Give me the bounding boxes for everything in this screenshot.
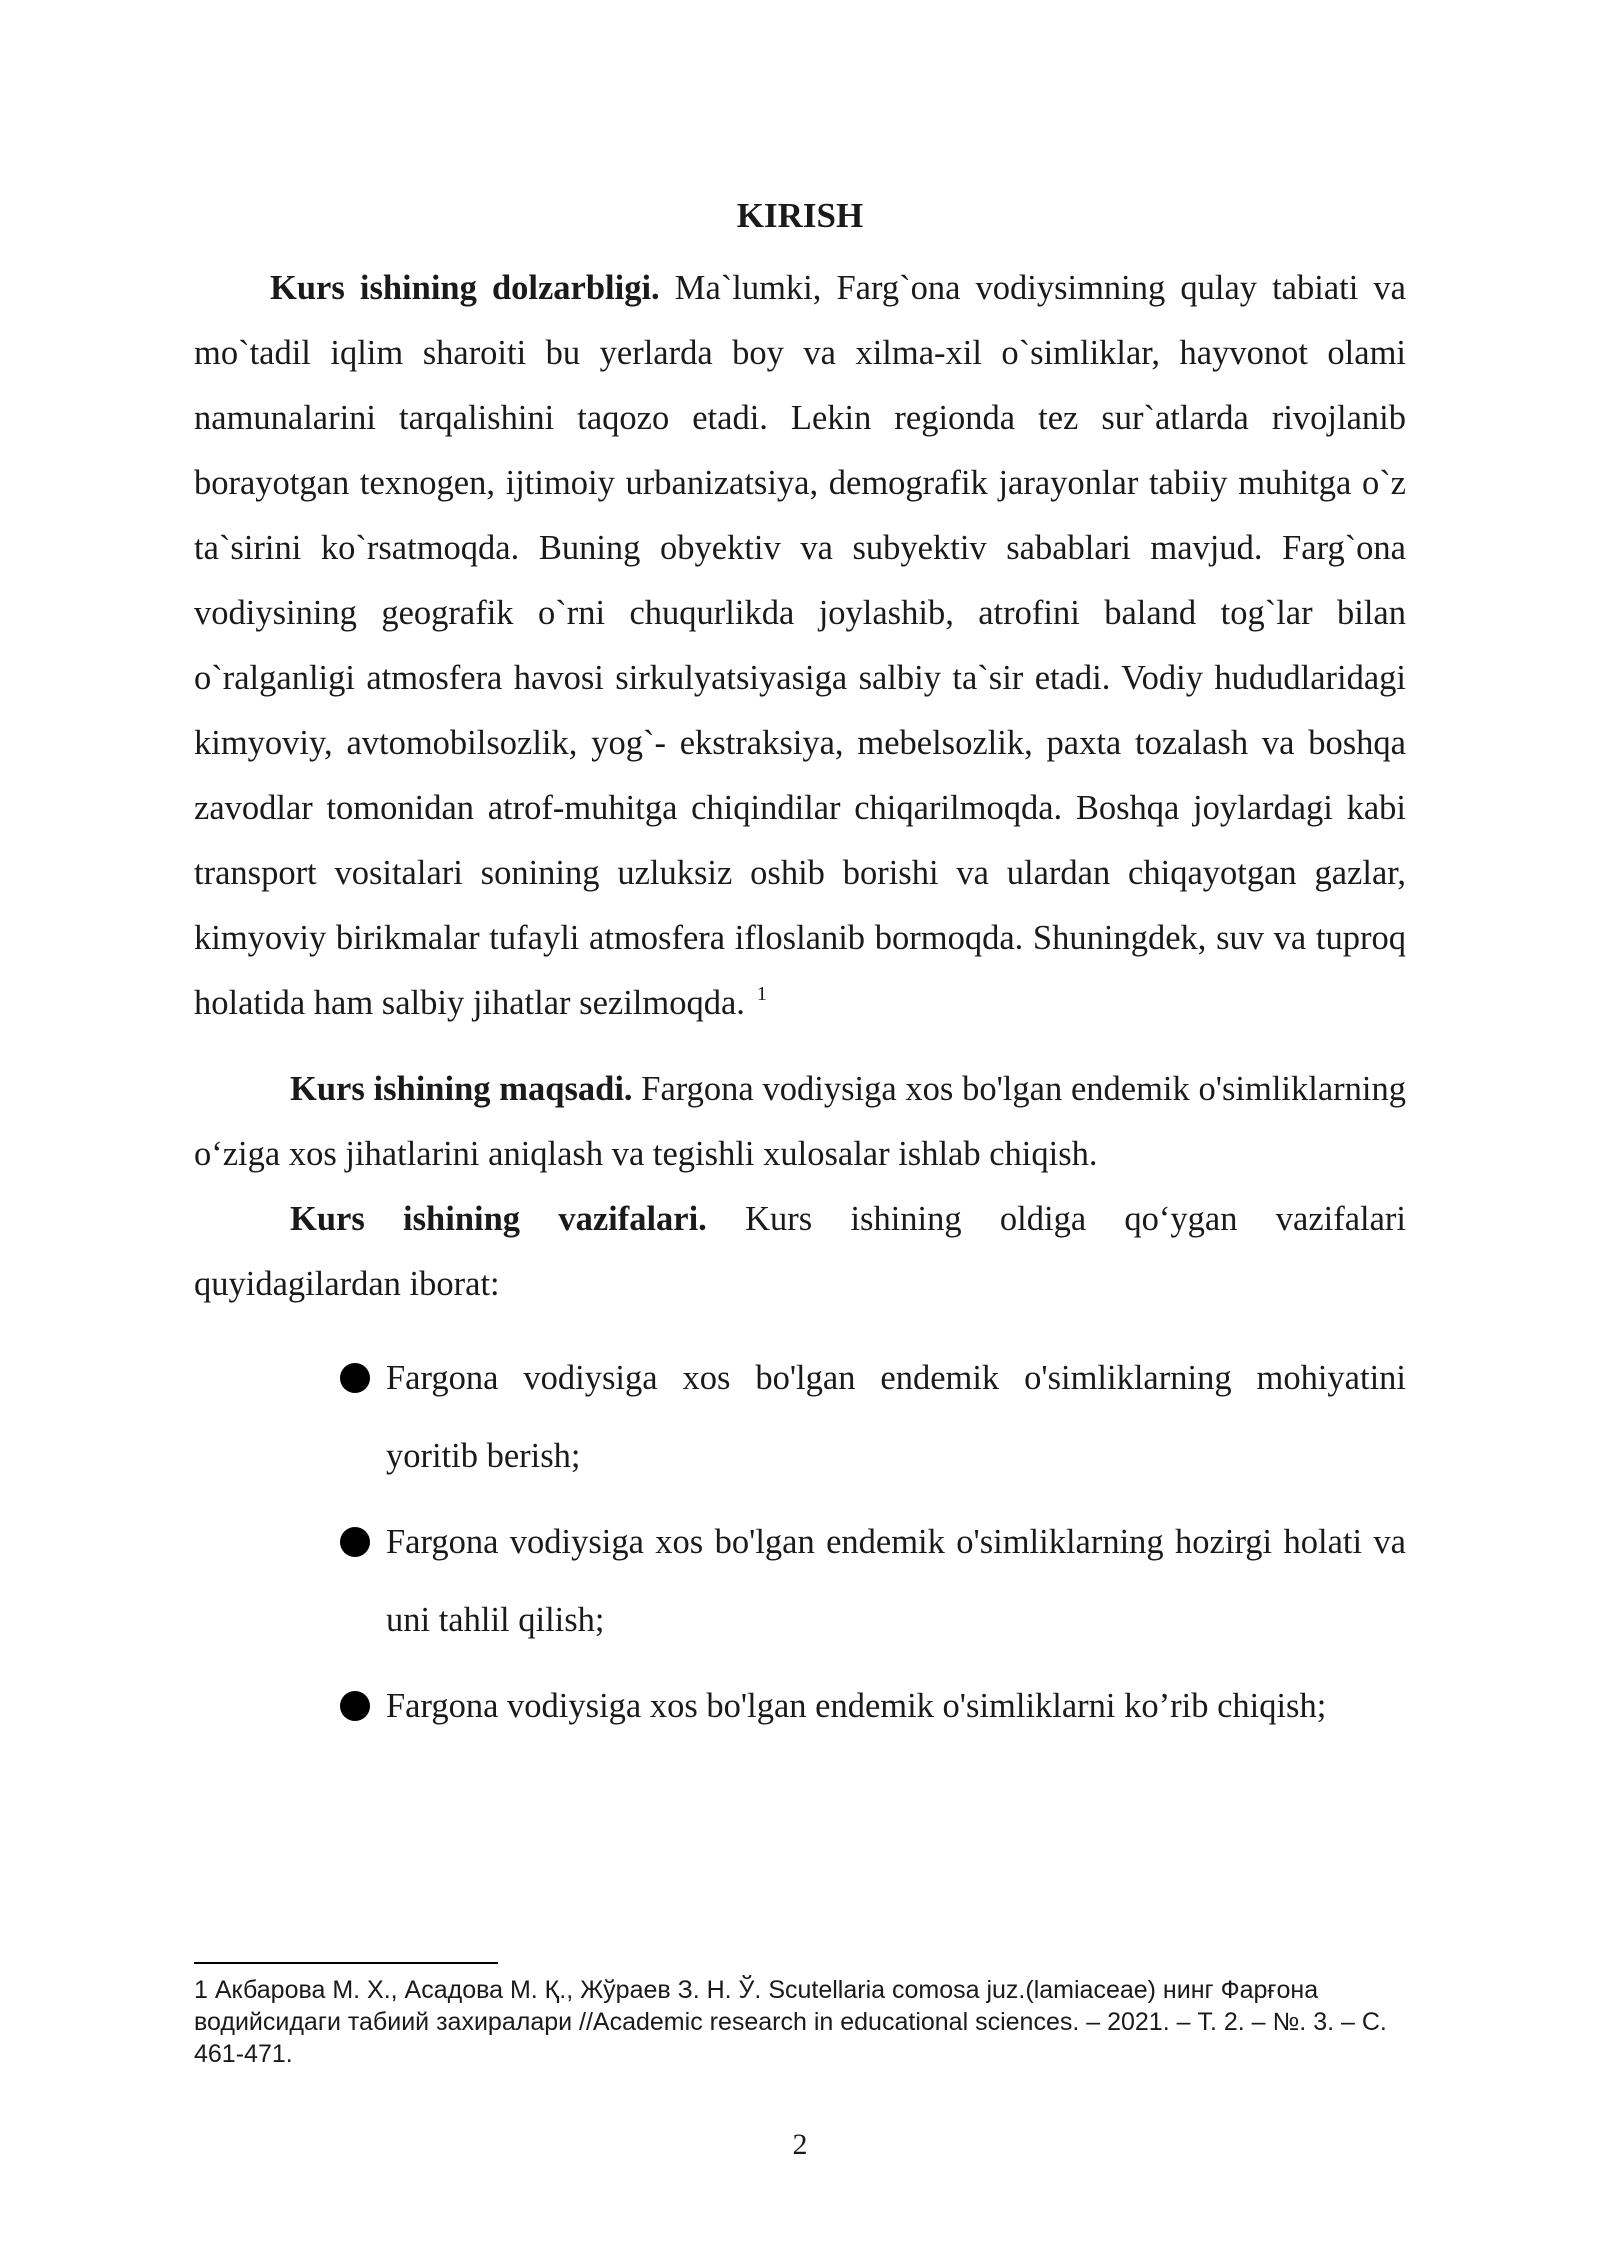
tasks-paragraph: [194, 1187, 1406, 1317]
footnote-separator: [194, 1962, 498, 1964]
bullet-icon: [340, 1691, 370, 1721]
footnote: [194, 1974, 1406, 2070]
list-item: [194, 1667, 1406, 1745]
goal-heading: Kurs ishining maqsadi.: [290, 1070, 633, 1108]
list-item-text: Fargona vodiysiga xos bo'lgan endemik o'simliklarning mohiyatini yoritib berish;: [386, 1359, 1406, 1475]
relevance-text: Ma`lumki, Farg`ona vodiysimning qulay tabiati va mo`tadil iqlim sharoiti bu yerlarda boy va xilma-xil o`simliklar, hayvonot olami namunalarini tarqalishini taqozo etadi. Lekin regionda tez sur`atlarda rivojlanib borayotgan texnogen, ijtimoiy urbanizatsiya, demografik jarayonlar tabiiy muhitga o`z ta`sirini ko`rsatmoqda. Buning obyektiv va subyektiv sabablari mavjud. Farg`ona vodiysining geografik o`rni chuqurlikda joylashib, atrofini baland tog`lar bilan o`ralganligi atmosfera havosi sirkulyatsiyasiga salbiy ta`sir etadi. Vodiy hududlaridagi kimyoviy, avtomobilsozlik, yog`- ekstraksiya, mebelsozlik, paxta tozalash va boshqa zavodlar tomonidan atrof-muhitga chiqindilar chiqarilmoqda. Boshqa joylardagi kabi transport vositalari sonining uzluksiz oshib borishi va ulardan chiqayotgan gazlar, kimyoviy birikmalar tufayli atmosfera ifloslanib bormoqda. Shuningdek, suv va tuproq holatida ham salbiy jihatlar sezilmoqda.: [194, 269, 1406, 1022]
bullet-icon: [340, 1363, 370, 1393]
list-item: [194, 1339, 1406, 1495]
page-title: KIRISH: [736, 196, 864, 235]
page-number: 2: [792, 2128, 808, 2161]
list-item-text: Fargona vodiysiga xos bo'lgan endemik o'simliklarni ko’rib chiqish;: [386, 1687, 1327, 1725]
footnote-text: Акбарова М. Х., Асадова М. Қ., Жўраев З. Н. Ў. Scutellaria comosa juz.(lamiaceae) нинг Фарғона водийсидаги табиий захиралари //Academic research in educational sciences. – 2021. – Т. 2. – №. 3. – С. 461-471.: [194, 1976, 1387, 2068]
tasks-heading: Kurs ishining vazifalari.: [290, 1200, 707, 1238]
goal-paragraph: [194, 1057, 1406, 1187]
list-item-text: Fargona vodiysiga xos bo'lgan endemik o'simliklarning hozirgi holati va uni tahlil qilish;: [386, 1523, 1406, 1639]
relevance-heading: Kurs ishining dolzarbligi.: [270, 269, 660, 307]
page-content: [194, 188, 1406, 1753]
bullet-icon: [340, 1527, 370, 1557]
list-item: [194, 1503, 1406, 1659]
footnote-reference[interactable]: 1: [756, 983, 767, 1005]
tasks-text: Kurs ishining oldiga qo‘ygan vazifalari quyidagilardan iborat:: [194, 1200, 1406, 1303]
goal-text: Fargona vodiysiga xos bo'lgan endemik o'simliklarning o‘ziga xos jihatlarini aniqlash va tegishli xulosalar ishlab chiqish.: [194, 1070, 1406, 1173]
relevance-paragraph: [194, 256, 1406, 1036]
footnote-number: 1: [194, 1976, 208, 2004]
task-list: [194, 1339, 1406, 1745]
